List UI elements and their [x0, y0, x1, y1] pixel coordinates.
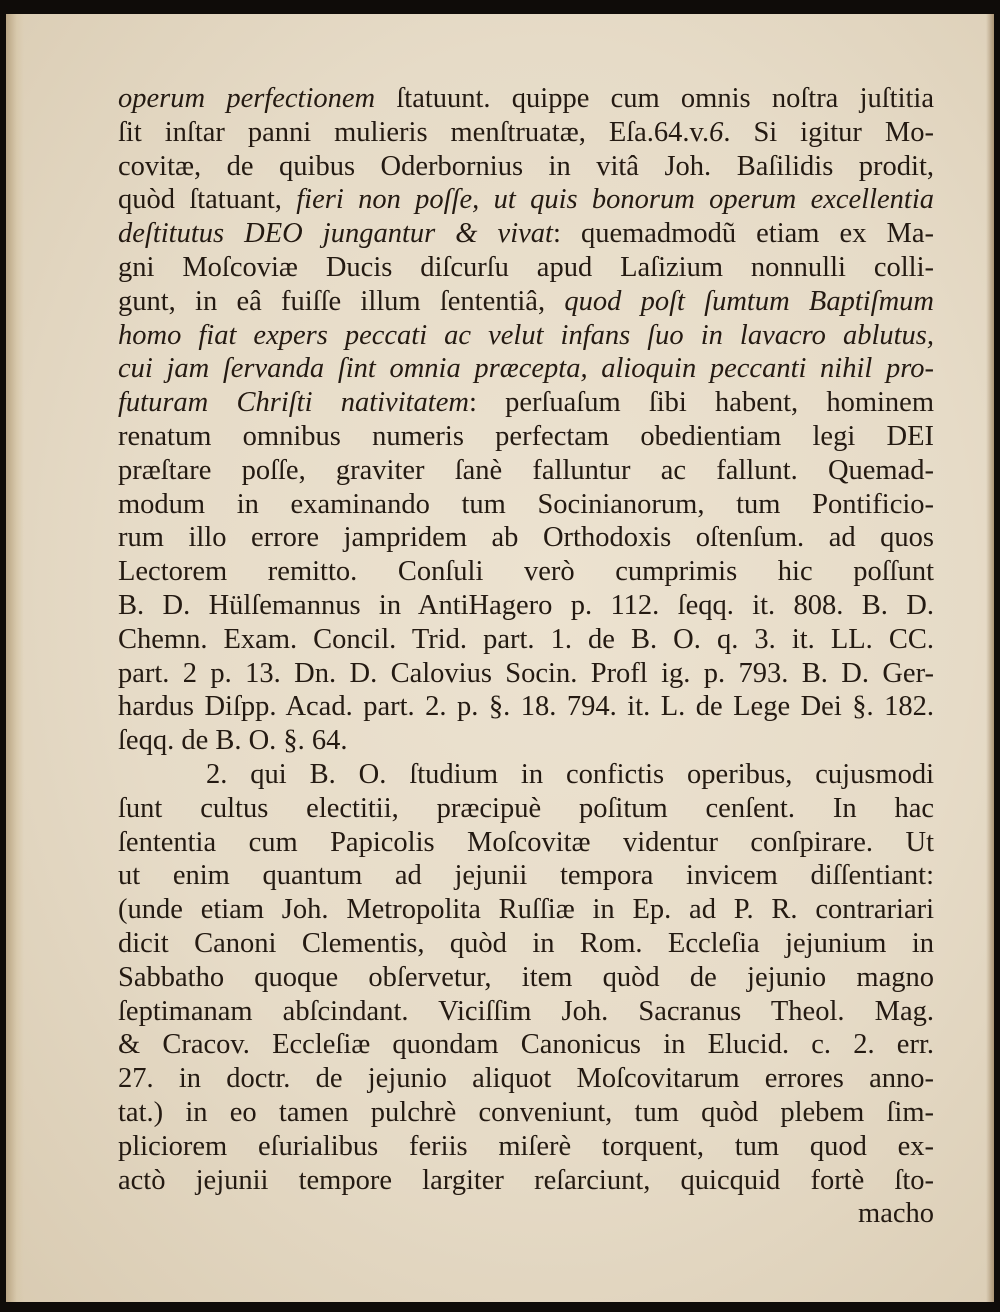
text-line — [118, 1164, 934, 1198]
text-line — [118, 961, 934, 995]
text-run: 27. in doctr. de jejunio aliquot Moſcovitarum errores anno- — [118, 1063, 934, 1095]
text-line — [118, 792, 934, 826]
text-line — [118, 319, 934, 353]
page-edge-shadow — [986, 14, 994, 1302]
text-run: gni Moſcoviæ Ducis diſcurſu apud Laſizium nonnulli colli- — [118, 251, 934, 283]
text-run: rum illo errore jampridem ab Orthodoxis oſtenſum. ad quos — [118, 522, 934, 554]
text-line — [118, 623, 934, 657]
page-text-block — [118, 82, 934, 1231]
text-line — [118, 82, 934, 116]
text-run: ſeqq. de B. O. §. 64. — [118, 725, 348, 757]
text-run: tat.) in eo tamen pulchrè conveniunt, tum quòd plebem ſim- — [118, 1096, 934, 1128]
text-line — [118, 386, 934, 420]
text-line — [118, 285, 934, 319]
text-line — [118, 589, 934, 623]
text-line — [118, 1130, 934, 1164]
text-run: & Cracov. Eccleſiæ quondam Canonicus in Elucid. c. 2. err. — [118, 1029, 934, 1061]
text-run: hardus Diſpp. Acad. part. 2. p. §. 18. 794. it. L. de Lege Dei §. 182. — [118, 691, 934, 723]
italic-text-run: homo fiat expers peccati ac velut infans ſuo in lavacro ablutus, — [118, 319, 934, 351]
text-run: præſtare poſſe, graviter ſanè falluntur ac fallunt. Quemad- — [118, 454, 934, 486]
italic-text-run: futuram Chriſti nativitatem — [118, 387, 469, 419]
text-line — [118, 116, 934, 150]
text-line — [118, 690, 934, 724]
text-run: B. D. Hülſemannus in AntiHagero p. 112. ſeqq. it. 808. B. D. — [118, 589, 934, 621]
text-line — [118, 555, 934, 589]
text-line — [118, 1096, 934, 1130]
text-run: : quemadmodũ etiam ex Ma- — [552, 218, 934, 250]
text-line — [118, 724, 934, 758]
italic-text-run: 6 — [709, 116, 724, 148]
text-run: pliciorem eſurialibus feriis miſerè torquent, tum quod ex- — [118, 1130, 934, 1162]
text-line — [118, 995, 934, 1029]
text-run: ſit inſtar panni mulieris menſtruatæ, Eſa.64.v. — [118, 116, 710, 148]
text-run: modum in examinando tum Socinianorum, tum Pontificio- — [118, 488, 934, 520]
text-line — [118, 150, 934, 184]
italic-text-run: quod poſt ſumtum Baptiſmum — [564, 285, 934, 317]
catchword — [118, 1197, 934, 1231]
text-run: quòd ſtatuant, — [118, 184, 297, 216]
text-line — [118, 251, 934, 285]
text-run: Chemn. Exam. Concil. Trid. part. 1. de B. O. q. 3. it. LL. CC. — [118, 623, 934, 655]
text-run: part. 2 p. 13. Dn. D. Calovius Socin. Profl ig. p. 793. B. D. Ger- — [118, 657, 934, 689]
text-run: ſunt cultus electitii, præcipuè poſitum cenſent. In hac — [118, 792, 934, 824]
text-run: renatum omnibus numeris perfectam obedientiam legi DEI — [118, 420, 934, 452]
text-run: macho — [858, 1198, 934, 1230]
italic-text-run: cui jam ſervanda ſint omnia præcepta, alioquin peccanti nihil pro- — [118, 353, 934, 385]
text-run: Lectorem remitto. Conſuli verò cumprimis hic poſſunt — [118, 556, 934, 588]
text-line — [118, 826, 934, 860]
text-run: ut enim quantum ad jejunii tempora invicem diſſentiant: — [118, 860, 934, 892]
text-line — [118, 893, 934, 927]
text-run: ſeptimanam abſcindant. Viciſſim Joh. Sacranus Theol. Mag. — [118, 995, 934, 1027]
text-run: actò jejunii tempore largiter reſarciunt, quicquid fortè ſto- — [118, 1164, 934, 1196]
text-run: dicit Canoni Clementis, quòd in Rom. Eccleſia jejunium in — [118, 927, 934, 959]
text-run: (unde etiam Joh. Metropolita Ruſſiæ in Ep. ad P. R. contrariari — [118, 894, 934, 926]
text-run: : perſuaſum ſibi habent, hominem — [468, 387, 934, 419]
text-run: . Si igitur Mo- — [723, 116, 934, 148]
text-run: gunt, in eâ fuiſſe illum ſententiâ, — [118, 285, 565, 317]
page-gutter-shadow — [6, 14, 24, 1302]
italic-text-run: deſtitutus DEO jungantur & vivat — [118, 218, 553, 250]
text-line — [118, 217, 934, 251]
text-run: Sabbatho quoque obſervetur, item quòd de jejunio magno — [118, 961, 934, 993]
text-line — [118, 1062, 934, 1096]
text-line — [118, 352, 934, 386]
text-run: ſententia cum Papicolis Moſcovitæ videntur conſpirare. Ut — [118, 826, 934, 858]
text-line — [118, 758, 934, 792]
text-line — [118, 454, 934, 488]
italic-text-run: operum perfectionem — [118, 83, 376, 114]
text-line — [118, 927, 934, 961]
text-run: ſtatuunt. quippe cum omnis noſtra juſtitia — [375, 83, 934, 114]
text-line — [118, 521, 934, 555]
text-run: 2. qui B. O. ſtudium in confictis operibus, cujusmodi — [206, 758, 934, 790]
text-line — [118, 488, 934, 522]
text-run: covitæ, de quibus Oderbornius in vitâ Joh. Baſilidis prodit, — [118, 150, 934, 182]
text-line — [118, 183, 934, 217]
book-page — [6, 14, 994, 1302]
text-line — [118, 657, 934, 691]
italic-text-run: fieri non poſſe, ut quis bonorum operum excellentia — [296, 184, 934, 216]
text-line — [118, 420, 934, 454]
text-line — [118, 859, 934, 893]
text-line — [118, 1028, 934, 1062]
